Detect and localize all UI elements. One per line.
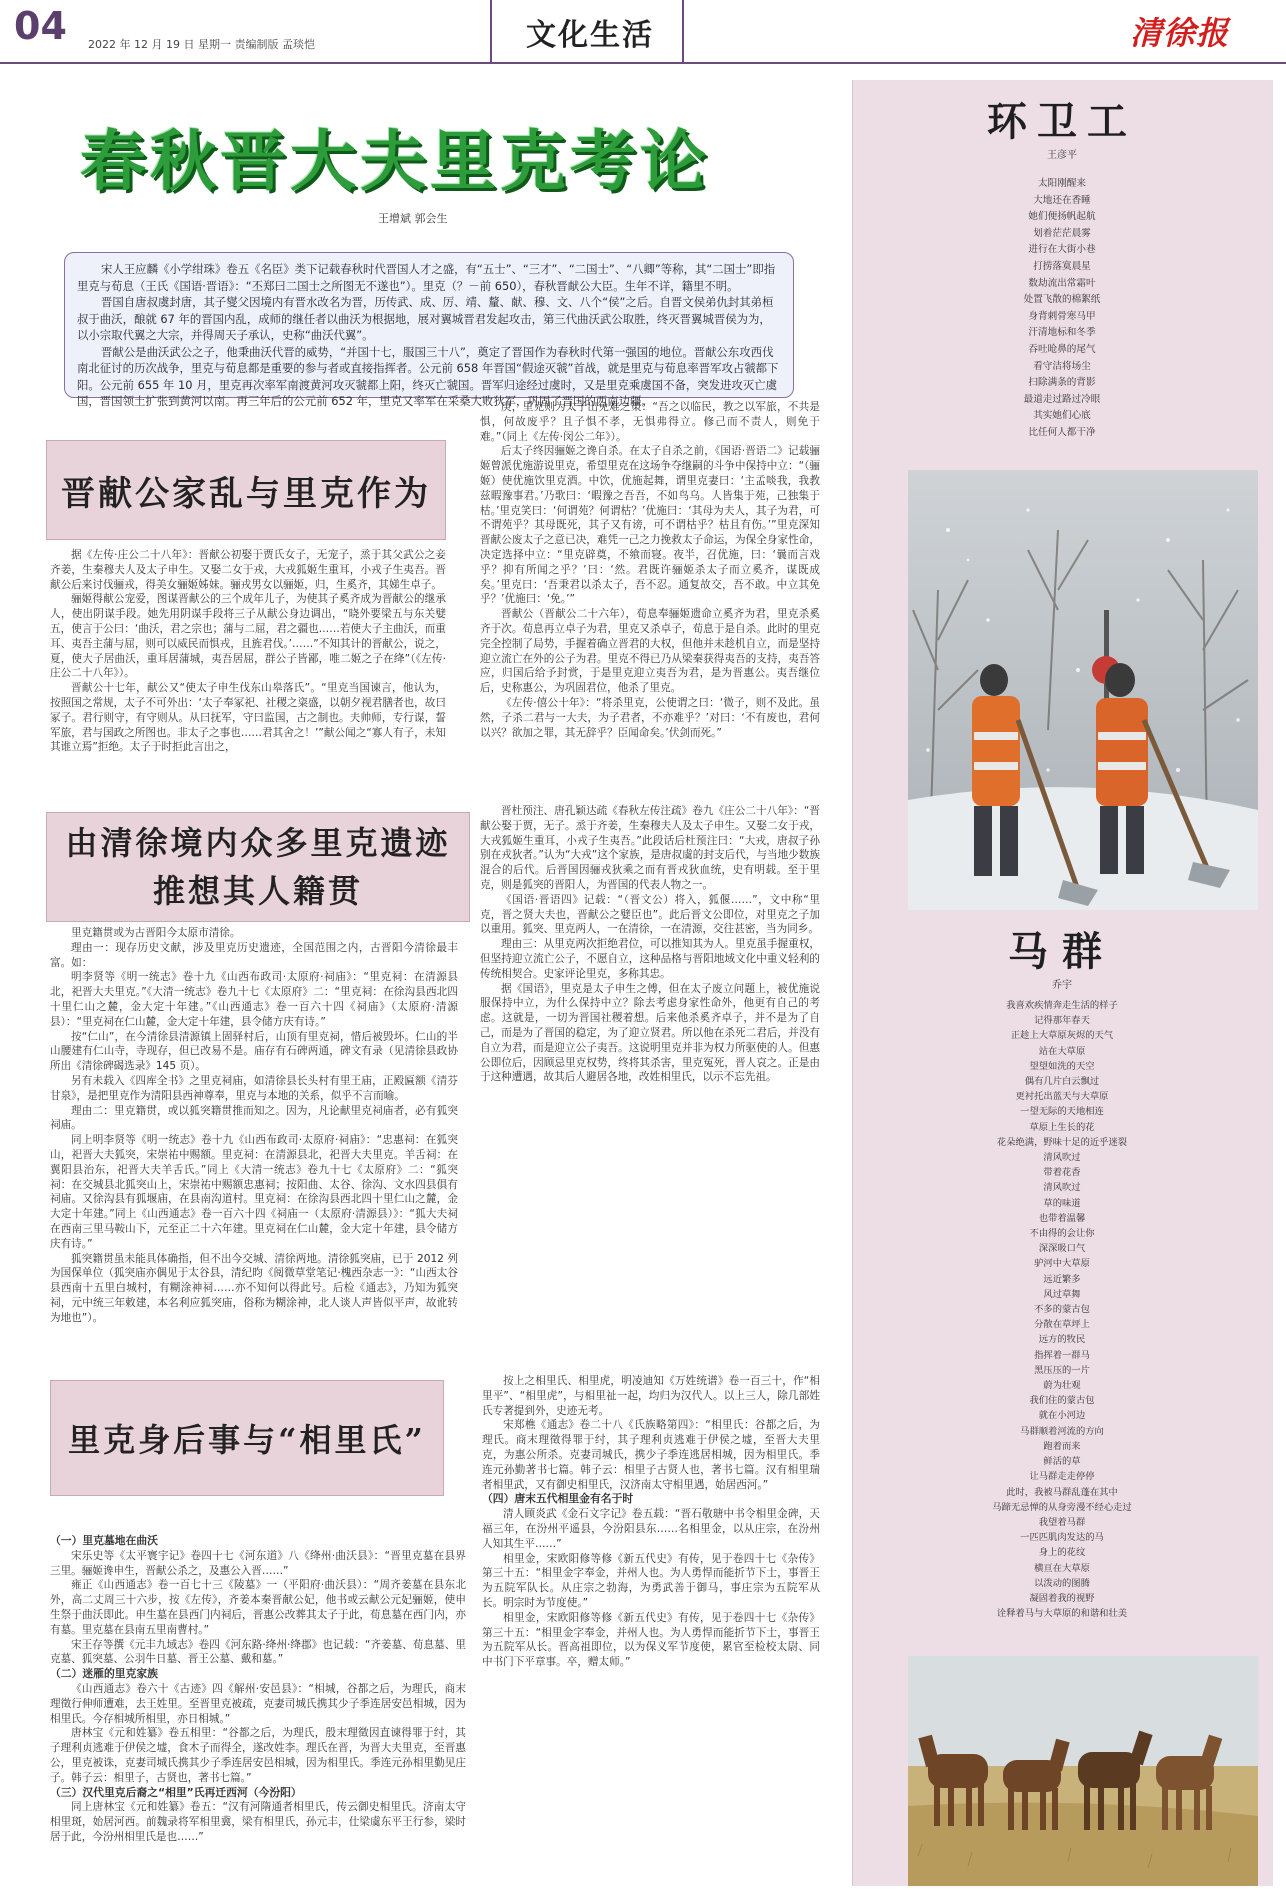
intro-paragraph: 晋国自唐叔虞封唐，其子燮父因境内有晋水改名为晋，历传武、成、厉、靖、釐、献、穆、文、八个“侯”之后。自晋文侯弟仇封其弟桓叔于曲沃，酿就 67 年的晋国内乱，成师的继任者以曲沃为根据地，展对翼城晋君发起攻击，第三代曲沃武公取胜，终灭晋翼城晋侯为为，以小宗取代翼之大宗，并得周天子承认，史称“曲沃代翼”。 xyxy=(77,295,774,342)
horses-photo xyxy=(908,1656,1258,1886)
poem-line: 草的味道 xyxy=(1043,1197,1081,1209)
poem-line: 站在大草原 xyxy=(1038,1045,1086,1057)
poem-line: 看守洁将场尘 xyxy=(1033,360,1091,372)
text-column xyxy=(50,926,458,1346)
sanitation-workers-painting xyxy=(908,470,1258,910)
poem-line: 凝固着我的视野 xyxy=(1029,1592,1095,1604)
poem-line: 望望如洗的天空 xyxy=(1029,1060,1095,1072)
poem-line: 处置飞散的棉絮纸 xyxy=(1023,294,1101,306)
body-paragraph: 另有未载入《四库全书》之里克祠庙，如清徐县长头村有里王庙，正殿匾额《清芬甘泉》，是把里克作为清阳县西神尊奉，里克与本地的关系，似乎不言而喻。 xyxy=(50,1074,458,1102)
poem-line: 分散在草坪上 xyxy=(1034,1319,1090,1331)
body-paragraph: 同上唐林宝《元和姓纂》卷五：“汉有河隋通者相里氏，传云御史相里氏。济南太守相里斑，始居河西。前魏录将军相里冀，梁有相里氏，孙元丰，仕梁虞东平王行参，梁时居于此，今汾州相里氏是也……” xyxy=(50,1801,466,1843)
poem-line: 驴河中大草原 xyxy=(1034,1258,1090,1270)
body-paragraph: 宋王存等撰《元丰九域志》卷四《河东路·绛州·绛郡》也记载：“齐姜墓、荀息墓、里克墓、狐突墓、公羽牛日墓、晋王公墓、戴和墓。” xyxy=(50,1638,466,1666)
poem-author: 乔宇 xyxy=(1052,980,1072,991)
poem-body xyxy=(852,176,1272,442)
poem-line: 诠释着马与大草原的和谐和壮美 xyxy=(996,1608,1128,1620)
poem-line: 她们便扬帆起航 xyxy=(1028,211,1096,223)
poem-title: 环卫工 xyxy=(987,98,1137,145)
body-paragraph: 同上明李贤等《明一统志》卷十九《山西布政司·太原府·祠庙》：“忠惠祠：在狐突山，祀晋大夫狐突，宋崇祐中赐额。里克祠：在清源县北，祀晋大夫里克。羊舌祠：在翼阳县治东，祀晋大夫羊舌氏。”同上《大清一统志》卷九十七《太原府》二：“狐突祠：在交城县北狐突山上，宋崇祐中赐额忠惠祠；按阳曲、太谷、徐沟、文水四县俱有祠庙。又徐沟县有狐堰庙，在县南沟道村。里克祠：在徐沟县西北四十里仁山之麓，金大定十年建。”同上《山西通志》卷一百六十四《祠庙一（太原府·清源县）》：“狐大夫祠在西南三里马鞍山下，元至正二十六年建。里克祠在仁山麓，金大定十年建，县令储方庆有诗。” xyxy=(50,1134,458,1250)
poem-title: 马群 xyxy=(1008,928,1116,975)
poem-line: 身上的花纹 xyxy=(1038,1547,1086,1559)
poem-line: 也带着温馨 xyxy=(1038,1212,1086,1224)
poem-line: 比任何人都干净 xyxy=(1028,426,1096,438)
poem-line: 以泼动的图腾 xyxy=(1034,1577,1090,1589)
section-heading-line2: 推想其人籍贯 xyxy=(152,872,363,910)
section-heading-banner xyxy=(46,440,446,540)
body-paragraph: 明李贤等《明一统志》卷十九《山西布政司·太原府·祠庙》：“里克祠：在清源县北，祀晋大夫里克。”《大清一统志》卷九十七《太原府》二：“里克祠：在徐沟县西北四十里仁山之麓，金大定十年建。”《山西通志》卷一百六十四《祠庙》（太原府·清源县）：“里克祠在仁山麓，金大定十年建，县令储方庆有诗。” xyxy=(50,971,458,1028)
intro-paragraph: 晋献公是曲沃武公之子，他秉曲沃代晋的威势，“并国十七，服国三十八”，奠定了晋国作为春秋时代第一强国的地位。晋献公东攻西伐南北征讨的历次战争，里克与荀息都是重要的参与者或直接指挥者。公元前 658 年晋国“假途灭虢”首战，就是里克与荀息率晋军攻占虢都下阳。公元前 655 年 10 月，里克再次率军南渡黄河攻灭虢都上阳，终灭亡虢国。晋军归途经过虞时，又是里克乘虞国不备，突发进攻灭亡虞国，晋国领土扩张到黄河以南。再三年后的公元前 652 年，里克又率军在采桑大败狄军，巩固了晋国的西南边疆。 xyxy=(77,344,779,408)
body-paragraph: 《左传·僖公十年》：“将杀里克，公使谓之曰：‘微子，则不及此。虽然，子杀二君与一大夫，为子君者，不亦难乎？’对曰：‘不有废也，君何以兴？欲加之罪，其无辞乎？臣闻命矣。’伏剑而死。” xyxy=(480,696,820,739)
section-heading: 晋献公家乱与里克作为 xyxy=(61,473,431,514)
body-paragraph: 唐林宝《元和姓纂》卷五相里：“谷都之后，为理氏，殷末理徵因直谏得罪于纣，其子理利贞逃难于伊侯之墟，食木子而得全，遂改姓李。理氏在晋，为晋大夫里克，至晋惠公，里克被诛，克妻司城氏携其少子季连居安邑相城，因为相里氏。季连元孙相里勤见庄子。韩子云：相里子，古贤也，著书七篇。” xyxy=(50,1727,466,1784)
body-paragraph: 理由三：从里克两次拒绝君位，可以推知其为人。里克虽手握重权，但坚持迎立流亡公子，不愿自立，这种品格与晋阳地域文化中重义轻利的传统相契合。史家评论里克，多称其忠。 xyxy=(480,938,820,980)
poem-line: 身背刺骨寒马甲 xyxy=(1028,310,1096,322)
masthead-logo: 清徐报 xyxy=(1130,14,1230,52)
body-paragraph: 宋郑樵《通志》卷二十八《氏族略第四》：“相里氏：谷都之后，为理氏。商末理徵得罪于纣，其子理利贞逃难于伊侯之墟，至晋大夫里克，为惠公所杀。克妻司城氏，携少子季连逃居相城，因为相里氏。季连元孙勤著书七篇。韩子云：相里子古贤人也，著书七篇。汉有相里瑞者相里武，又有御史相里氏，汉济南太守相里遇，始居西河。” xyxy=(482,1419,820,1491)
section-heading-banner xyxy=(46,812,470,922)
poem-line: 划着茫茫晨雾 xyxy=(1033,227,1091,239)
poem-line: 马群顺着河流的方向 xyxy=(1020,1425,1104,1437)
poem-line: 带着花香 xyxy=(1043,1167,1081,1179)
poem-line: 指挥着一群马 xyxy=(1034,1349,1090,1361)
body-paragraph: 按上之相里氏、相里虎，明凌迪知《万姓统谱》卷一百三十，作“相里平”、“相里虎”，与相里祉一起，均归为汉代人。以上三人，除几部姓氏专著提到外，史迹无考。 xyxy=(482,1375,820,1417)
intro-box xyxy=(64,252,794,408)
body-paragraph: 相里金，宋欧阳修等修《新五代史》有传，见于卷四十七《杂传》第三十五：“相里金字奉金，并州人也。为人勇悍而能折节下士，事晋王为五院军从长。晋高祖即位，以为保义军节度使，累官至检校太尉、同中书门下平章事。卒，赠太师。” xyxy=(482,1611,820,1669)
body-paragraph: 据《左传·庄公二十八年》：晋献公初娶于贾氏女子，无宠子，烝于其父武公之妾齐姜，生秦穆夫人及太子申生。又娶二女于戎，大戎狐姬生重耳，小戎子生夷吾。晋献公后来讨伐骊戎，得美女骊姬姊妹。骊戎男女以骊姬，归，生奚齐，其娣生卓子。 xyxy=(50,549,446,591)
poem-line: 记得那年春天 xyxy=(1034,1015,1090,1027)
section-name: 文化生活 xyxy=(526,18,654,53)
body-paragraph: 晋献公十七年，献公又“使太子申生伐东山皋落氏”。“里克当国谏言，他认为，按照国之常规，太子不可外出：‘太子奉冢祀、社稷之粢盛，以朝夕视君膳者也，故曰冢子。君行则守，有守则从。从曰抚军，守曰监国，古之制也。夫帅师，专行谋，誓军旅，君与国政之所图也。非太子之事也……君其舍之！’”献公闻之“寡人有子，未知其谁立焉”拒绝。太子于时拒此言出之， xyxy=(50,682,446,754)
poem-line: 我喜欢疾情奔走生活的样子 xyxy=(1006,1000,1118,1011)
body-paragraph: 清人顾炎武《金石文字记》卷五载：“晋石敬瑭中书令相里金碑，天福三年，在汾州平遥县，今汾阳县东……名相里金，以从庄宗，在汾州人知其生平……” xyxy=(482,1508,820,1550)
poem-line: 数劫流出常霜叶 xyxy=(1028,277,1096,289)
body-paragraph: 狐突籍贯虽未能具体确指，但不出今交城、清徐两地。清徐狐突庙，已于 2012 列为国保单位（狐突庙亦偶见于太谷县，清纪昀《阅微草堂笔记·槐西杂志一》：“山西太谷县西南十五里白城村，有糊涂神祠……亦不知何以得此号。后检《通志》，乃知为狐突祠，元中统三年敕建，本名利应狐突庙，俗称为糊涂神，北人谈人声皆似平声，故讹转为地也”）。 xyxy=(50,1252,458,1324)
poem-line: 远近繁多 xyxy=(1043,1273,1081,1285)
body-paragraph: 理由一：现存历史文献，涉及里克历史遗迹，全国范围之内，古晋阳今清徐最丰富。如： xyxy=(50,941,458,969)
poem-line: 横亘在大草原 xyxy=(1034,1562,1090,1574)
body-paragraph: 《国语·晋语四》记载：“（晋文公）将入，狐偃……”，文中称“里克，晋之贤大夫也，晋献公之嬖臣也”。此后晋文公即位，对里克之子加以重用。狐突、里克两人，一在清徐，一在清源，交往甚密，当为同乡。 xyxy=(480,893,820,936)
body-paragraph: 晋杜预注、唐孔颖达疏《春秋左传注疏》卷九《庄公二十八年》：“晋献公娶于贾，无子。烝于齐姜，生秦穆夫人及太子申生。又娶二女于戎，大戎狐姬生重耳，小戎子生夷吾。”此段话后杜预注曰：“大戎，唐叔子孙别在戎狄者。”认为“大戎”这个家族，是唐叔虞的封支后代，与当地少数族混合的后代。后晋国因骊戎狄乘之而有晋戎狄血统，史有明载。至于里克，则是狐突的晋阳人，为晋国的代表人物之一。 xyxy=(480,805,820,891)
poem-body xyxy=(852,998,1272,1621)
poem-line: 偶有几片白云飘过 xyxy=(1024,1076,1100,1088)
poem-line: 更衬托出蓝天与大草原 xyxy=(1015,1091,1109,1103)
poem-line: 远方的牧民 xyxy=(1038,1334,1086,1346)
text-column xyxy=(480,400,820,780)
body-paragraph: 雍正《山西通志》卷一百七十三《陵墓》一（平阳府·曲沃县）：“周齐姜墓在县东北外，高二丈周三十六步，按《左传》，齐姜本秦晋献公妃，他书或云献公元妃骊姬，使申生祭于曲沃即此。申生墓在县西门内祠后，晋惠公改葬其太子于此，荀息墓在西门内，亦有墓。里克墓在县南五里南曹村。” xyxy=(50,1579,466,1636)
section-heading-line1: 由清徐境内众多里克遗迹 xyxy=(65,824,451,862)
poem-line: 清风吹过 xyxy=(1043,1182,1081,1194)
body-paragraph: 据《国语》，里克是太子申生之傅，但在太子废立问题上，被优施说服保持中立，为什么保持中立？除去考虑身家性命外，他更有自己的考虑。这就是，一切为晋国社稷着想。后来他杀奚齐卓子，并不是为了自己，而是为了晋国的稳定，为了迎立贤君。所以他在杀死二君后，并没有自立为君，而是迎立公子夷吾。这说明里克并非为权力所驱使的人。但惠公即位后，因顾忌里克权势，终将其杀害，里克冤死，晋人哀之。正是由于这种遭遇，故其后人避居各地，改姓相里氏，以示不忘先祖。 xyxy=(480,982,820,1084)
body-paragraph: 晋献公（晋献公二十六年），荀息奉骊姬遗命立奚齐为君，里克杀奚齐于次。荀息再立卓子为君，里克又杀卓子，荀息于是自杀。此时的里克完全控制了局势，手握着确立晋君的大权，但他并未趁机自立，而是坚持迎立流亡在外的公子为君。里克不得已乃从梁秦获得夷吾的支持，夷吾答应，归国后给予封赏，于是里克迎立夷吾为君，是为晋惠公。夷吾继位后，史称惠公，为巩固君位，他杀了里克。 xyxy=(480,608,820,695)
poem-line: 进行在大街小巷 xyxy=(1028,244,1096,256)
poem-author: 王彦平 xyxy=(1047,150,1077,161)
article-title: 春秋晋大夫里克考论 xyxy=(80,122,710,200)
subheading: （四）唐末五代相里金有名于时 xyxy=(482,1492,634,1506)
poem-line: 清风吹过 xyxy=(1043,1152,1081,1164)
body-paragraph: 后太子终因骊姬之谗自杀。在太子自杀之前，《国语·晋语二》记载骊姬曾派优施游说里克，希望里克在这场争夺继嗣的斗争中保持中立：“（骊姬）使优施饮里克酒。中饮，优施起舞，谓里克妻曰：‘主孟啖我，我教兹暇豫事君。’乃歌曰：‘暇豫之吾吾，不如鸟乌。人皆集于苑，己独集于枯。’里克笑曰：‘何谓苑？何谓枯？’优施曰：‘其母为夫人，其子为君，可不谓苑乎？其母既死，其子又有谤，可不谓枯乎？枯且有伤。’”里克深知晋献公废太子之意已决，难凭一己之力挽救太子命运，为保全身家性命，决定选择中立：“里克辟奠，不飨而寝。夜半，召优施，曰：‘曩而言戏乎？抑有所闻之乎？’曰：‘然。君既许骊姬杀太子而立奚齐，谋既成矣。’里克曰：‘吾秉君以杀太子，吾不忍。通复故交，吾不敢。中立其免乎？’优施曰：‘免。’” xyxy=(480,445,820,606)
poem-line: 最道走过路过冷眼 xyxy=(1023,393,1101,405)
poem-line: 风过草舞 xyxy=(1043,1288,1081,1300)
poem-line: 不由得的会让你 xyxy=(1029,1228,1095,1240)
poem-line: 此时，我被马群乱蓬在其中 xyxy=(1006,1486,1118,1498)
section-heading-banner xyxy=(50,1380,444,1496)
body-paragraph: 庚，里克则为太子出免难之策：“吾之以临民，教之以军旅，不共是惧，何故废乎？且子惧不孝，无惧弗得立。修己而不责人，则免于难。”（同上《左传·闵公二年》）。 xyxy=(480,401,820,443)
poem-line: 让马群走走停停 xyxy=(1029,1471,1095,1483)
section-heading: 里克身后事与“相里氏” xyxy=(68,1421,426,1459)
body-paragraph: 骊姬得献公宠爱，图谋晋献公的三个成年儿子，为使其子奚齐成为晋献公的继承人，使出阴谋手段。她先用阴谋手段将三子从献公身边调出，“晓外要梁五与东关嬖五，使言于公曰：‘曲沃，君之宗也；蒲与二屈，君之疆也……若使大子主曲沃，而重耳、夷吾主蒲与屈，则可以威民而惧戎，且旌君伐。’……”不知其计的晋献公，说之，夏，使大子居曲沃，重耳居蒲城，夷吾居屈，群公子皆鄙，唯二姬之子在绛”（《左传·庄公二十八年》）。 xyxy=(50,593,446,680)
poem-line: 不多的蒙古包 xyxy=(1034,1304,1090,1316)
poem-line: 汗清地标和冬季 xyxy=(1028,327,1096,339)
poem-line: 大地还在香睡 xyxy=(1033,194,1091,206)
poem-line: 深深吸口气 xyxy=(1038,1243,1086,1255)
poem-line: 太阳刚醒来 xyxy=(1038,178,1086,189)
subheading: （二）迷雁的里克家族 xyxy=(50,1667,158,1681)
poem-line: 草原上生长的花 xyxy=(1029,1121,1095,1133)
poem-line: 我望着马群 xyxy=(1038,1516,1086,1528)
poem-line: 鲜活的草 xyxy=(1043,1456,1081,1468)
poem-line: 马蹄无忌惮的从身旁漫不经心走过 xyxy=(992,1501,1132,1513)
poem-line: 一匹匹肌肉发达的马 xyxy=(1020,1532,1104,1544)
poem-line: 花朵绝满，野味十足的近乎迷裂 xyxy=(996,1136,1128,1148)
body-paragraph: 按“仁山”，在今清徐县清源镇上固驿村后，山顶有里克祠，惜后被毁坏。仁山的半山腰建有仁山寺，寺现存，但已改易不是。庙存有石碑两通，碑文有录（见清徐县政协所出《清徐碑碣选录》145 页）。 xyxy=(50,1030,458,1073)
poem-line: 吞吐呛鼻的尾气 xyxy=(1028,343,1096,355)
poem-line: 蔚为壮观 xyxy=(1043,1380,1081,1392)
poem-line: 正趁上大草原灰烬的天气 xyxy=(1010,1030,1114,1042)
body-paragraph: 《山西通志》卷六十《古迹》四《解州·安邑县》：“相城，谷都之后，为理氏，商末理徵行伸师遭难，去王姓里。至晋里克被疏，克妻司城氏携其少子季连居安邑相城，因为相里氏。今存相城所相里，亦日相城。” xyxy=(50,1682,466,1725)
text-column xyxy=(50,548,446,784)
poem-line: 其实她们心底 xyxy=(1033,410,1091,422)
body-paragraph: 理由二：里克籍贯，或以狐突籍贯推而知之。因为，凡论献里克祠庙者，必有狐突祠庙。 xyxy=(50,1104,458,1132)
poem-line: 就在小河边 xyxy=(1038,1410,1086,1422)
text-column xyxy=(50,1534,466,1874)
intro-paragraph: 宋人王应麟《小学绀珠》卷五《名臣》类下记载春秋时代晋国人才之盛，有“五士”、“三才”、“二国士”、“八卿”等称，其“二国士”即指里克与荀息（王氏《国语·晋语》：“丕郑曰二国士之所图无不遂也”）。里克（？－前 650），春秋晋献公大臣。生年不详，籍里不明。 xyxy=(77,262,776,293)
body-paragraph: 里克籍贯或为古晋阳今太原市清徐。 xyxy=(71,927,241,939)
page-number: 04 xyxy=(14,4,67,48)
subheading: （一）里克墓地在曲沃 xyxy=(50,1534,158,1547)
body-paragraph: 宋乐史等《太平寰宇记》卷四十七《河东道》八《绛州·曲沃县》：“晋里克墓在县界三里。骊姬谗申生，晋献公杀之，及惠公入晋……” xyxy=(50,1549,466,1577)
subheading: （三）汉代里克后裔之“相里”氏再迁西河（今汾阳） xyxy=(50,1785,302,1799)
date-line: 2022 年 12 月 19 日 星期一 责编制版 孟琰恺 xyxy=(88,38,315,51)
poem-line: 扫除满条的背影 xyxy=(1028,377,1096,389)
poem-line: 打捞落寞晨星 xyxy=(1033,260,1091,272)
poem-line: 跑着而来 xyxy=(1043,1440,1081,1452)
poem-line: 我们住的蒙古包 xyxy=(1029,1395,1095,1407)
text-column xyxy=(480,804,820,1336)
article-authors: 王增斌 郭会生 xyxy=(378,212,448,225)
text-column xyxy=(482,1374,820,1874)
body-paragraph: 相里金，宋欧阳修等修《新五代史》有传，见于卷四十七《杂传》第三十五：“相里金字奉金，并州人也。为人勇悍而能折节下士，事晋王为五院军队长。从庄宗之勃海，为勇武善于御马，事庄宗为五院军从长。明宗时为节度使。” xyxy=(482,1552,820,1609)
poem-line: 一望无际的天地相连 xyxy=(1020,1106,1104,1118)
poem-line: 黑压压的一片 xyxy=(1034,1364,1090,1376)
